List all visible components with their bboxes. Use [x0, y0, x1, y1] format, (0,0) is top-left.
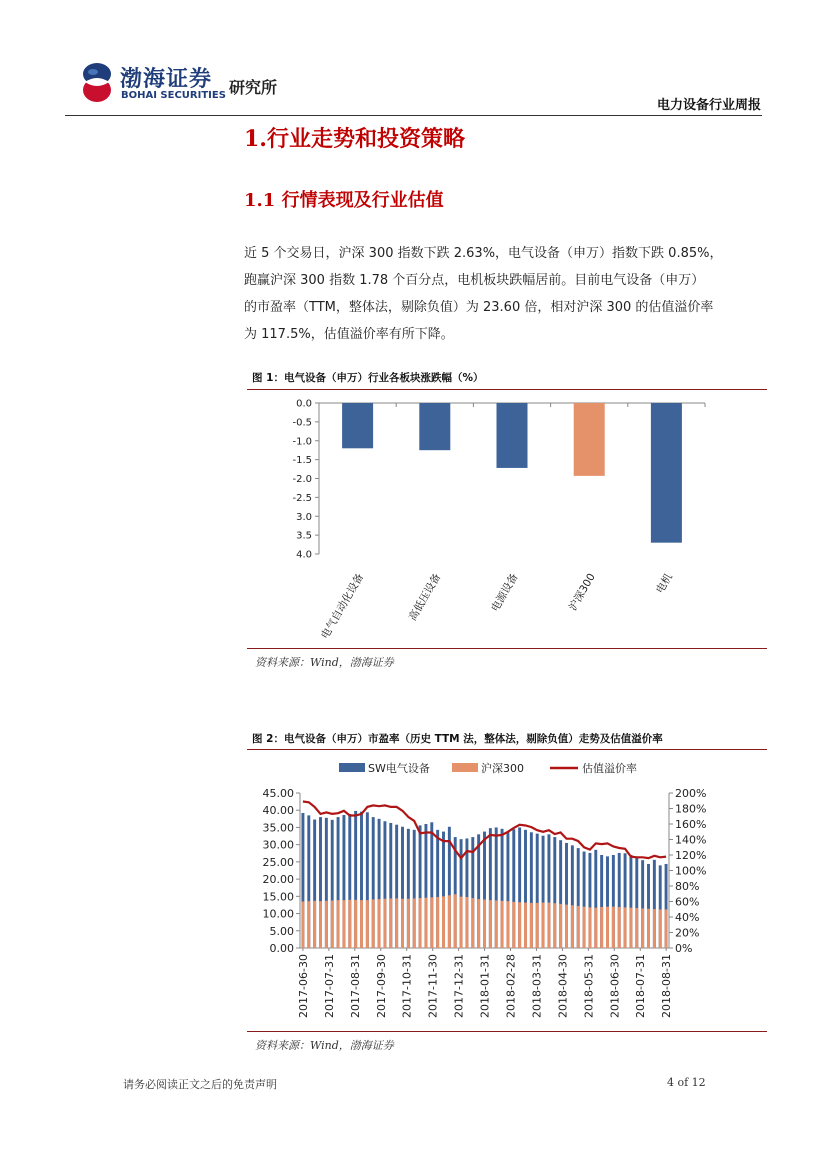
bar-hs300 [594, 908, 597, 948]
bar-hs300 [635, 908, 638, 948]
bar-hs300 [495, 900, 498, 948]
figure1-title: 图 1：电气设备（申万）行业各板块涨跌幅（%） [252, 372, 484, 384]
bar-hs300 [506, 901, 509, 948]
bar-hs300 [325, 901, 328, 948]
bar-hs300 [337, 900, 340, 948]
x-tick-label: 2018-06-30 [608, 954, 622, 1018]
bar-hs300 [477, 899, 480, 948]
bar-hs300 [530, 903, 533, 948]
paragraph-line: 的市盈率（TTM，整体法，剔除负值）为 23.60 倍，相对沪深 300 的估值溢价率 [244, 300, 714, 315]
bar-hs300 [501, 901, 504, 948]
bar-hs300 [313, 901, 316, 948]
figure2-source: 资料来源：Wind，渤海证券 [255, 1039, 394, 1052]
bar-hs300 [348, 900, 351, 948]
bar-hs300 [577, 906, 580, 948]
bar-hs300 [536, 903, 539, 948]
figure2-chart [247, 752, 767, 1030]
bar-hs300 [395, 898, 398, 948]
bar-hs300 [407, 899, 410, 948]
y-tick-label: -0.5 [292, 417, 312, 429]
legend-label: SW电气设备 [368, 762, 430, 775]
y-left-tick-label: 15.00 [262, 890, 294, 904]
x-tick-label: 2017-10-31 [400, 954, 414, 1018]
x-tick-label: 2018-05-31 [582, 954, 596, 1018]
figure1-top-rule [247, 389, 767, 390]
y-tick-label: 3.5 [296, 530, 312, 542]
y-tick-label: 3.0 [296, 511, 312, 523]
y-left-tick-label: 45.00 [262, 787, 294, 800]
x-tick-label: 沪深300 [566, 571, 598, 614]
bar-hs300 [401, 899, 404, 948]
bar-hs300 [647, 909, 650, 948]
y-right-tick-label: 140% [675, 833, 707, 847]
legend-swatch [452, 763, 478, 772]
bar-hs300 [547, 903, 550, 948]
x-tick-label: 电机 [654, 571, 675, 596]
bar-hs300 [471, 898, 474, 948]
bar-hs300 [489, 900, 492, 948]
y-left-tick-label: 25.00 [262, 855, 294, 869]
bar-hs300 [641, 908, 644, 948]
y-right-tick-label: 180% [675, 802, 707, 816]
bar-hs300 [383, 899, 386, 948]
bar-hs300 [483, 899, 486, 948]
figure2-bottom-rule [247, 1031, 767, 1032]
x-tick-label: 2017-12-31 [452, 954, 466, 1018]
bar-hs300 [419, 898, 422, 948]
y-right-tick-label: 80% [675, 880, 700, 893]
logo-en: BOHAI SECURITIES [121, 90, 226, 101]
bar-hs300 [442, 896, 445, 948]
bar-hs300 [454, 894, 457, 948]
bar-hs300 [378, 899, 381, 948]
x-tick-label: 2018-02-28 [504, 954, 518, 1018]
paragraph-line: 为 117.5%，估值溢价率有所下降。 [244, 327, 454, 342]
bar-hs300 [448, 895, 451, 948]
x-tick-label: 2018-04-30 [556, 954, 570, 1018]
y-left-tick-label: 10.00 [262, 907, 294, 921]
y-left-tick-label: 35.00 [262, 821, 294, 835]
bar-hs300 [430, 897, 433, 948]
x-tick-label: 2017-09-30 [374, 954, 388, 1018]
figure1-bottom-rule [247, 648, 767, 649]
y-right-tick-label: 200% [675, 787, 707, 800]
legend-swatch [339, 763, 365, 772]
bar-hs300 [331, 900, 334, 948]
footer-page-number: 4 of 12 [667, 1076, 706, 1089]
legend-label: 估值溢价率 [582, 762, 637, 775]
paragraph-line: 近 5 个交易日，沪深 300 指数下跌 2.63%，电气设备（申万）指数下跌 0.85%， [244, 246, 723, 261]
bar-hs300 [600, 907, 603, 948]
header-rule [65, 115, 762, 116]
bar-hs300 [612, 907, 615, 948]
y-left-tick-label: 40.00 [262, 804, 294, 818]
bar-hs300 [360, 900, 363, 948]
y-left-tick-label: 5.00 [269, 924, 294, 938]
bar [497, 403, 528, 468]
y-tick-label: 0.0 [296, 398, 312, 410]
bar-hs300 [512, 902, 515, 948]
section-title: 1.行业走势和投资策略 [244, 126, 465, 152]
bar-hs300 [571, 905, 574, 948]
x-tick-label: 2018-01-31 [478, 954, 492, 1018]
x-tick-label: 高低压设备 [406, 571, 444, 623]
bar-hs300 [301, 902, 304, 949]
bar-hs300 [542, 903, 545, 948]
y-right-tick-label: 0% [675, 942, 693, 955]
bar-hs300 [565, 905, 568, 948]
bar-hs300 [559, 904, 562, 948]
bar-hs300 [624, 907, 627, 948]
x-tick-label: 2017-08-31 [348, 954, 362, 1018]
bar-hs300 [653, 909, 656, 948]
y-right-tick-label: 160% [675, 818, 707, 831]
paragraph-line: 跑赢沪深 300 指数 1.78 个百分点，电机板块跌幅居前。目前电气设备（申万） [244, 273, 705, 288]
section-subtitle: 1.1 行情表现及行业估值 [244, 190, 444, 211]
y-left-tick-label: 20.00 [262, 873, 294, 887]
x-tick-label: 2017-06-30 [296, 954, 310, 1018]
bar [419, 403, 450, 450]
figure2-title: 图 2：电气设备（申万）市盈率（历史 TTM 法，整体法，剔除负值）走势及估值溢价率 [252, 733, 663, 745]
bar-hs300 [460, 897, 463, 948]
footer-disclaimer: 请务必阅读正文之后的免责声明 [123, 1078, 277, 1091]
header [0, 0, 827, 118]
bar-hs300 [618, 907, 621, 948]
bar-hs300 [606, 907, 609, 948]
y-left-tick-label: 0.00 [269, 942, 294, 955]
bar-hs300 [436, 897, 439, 948]
figure1-source: 资料来源：Wind，渤海证券 [255, 656, 394, 669]
bohai-logo-icon [77, 60, 117, 106]
body-paragraph [244, 240, 764, 348]
bar-hs300 [665, 909, 668, 948]
y-right-tick-label: 100% [675, 864, 707, 878]
bar [574, 403, 605, 476]
bar-hs300 [366, 900, 369, 948]
bar-hs300 [524, 903, 527, 948]
institute-label: 研究所 [229, 78, 278, 97]
y-right-tick-label: 120% [675, 849, 707, 862]
y-tick-label: -1.5 [292, 455, 312, 467]
y-right-tick-label: 40% [675, 911, 700, 924]
bar-hs300 [629, 908, 632, 948]
bar-hs300 [659, 909, 662, 948]
bar-hs300 [372, 899, 375, 948]
y-right-tick-label: 60% [675, 895, 700, 909]
bar [651, 403, 682, 543]
bar-hs300 [518, 902, 521, 948]
bar-hs300 [413, 898, 416, 948]
x-tick-label: 电源设备 [489, 571, 521, 614]
bar-hs300 [319, 901, 322, 948]
x-tick-label: 2018-03-31 [530, 954, 544, 1018]
y-tick-label: -1.0 [292, 436, 312, 448]
x-tick-label: 2018-07-31 [634, 954, 648, 1018]
y-tick-label: -2.5 [292, 492, 312, 504]
bar-hs300 [583, 907, 586, 948]
y-left-tick-label: 30.00 [262, 838, 294, 852]
y-tick-label: -2.0 [292, 474, 312, 485]
figure2-top-rule [247, 749, 767, 750]
x-tick-label: 2017-11-30 [426, 954, 440, 1018]
bar-hs300 [553, 903, 556, 948]
legend-label: 沪深300 [481, 762, 524, 775]
figure1-chart [247, 392, 767, 647]
bar-hs300 [342, 900, 345, 948]
logo-cn: 渤海证券 [120, 67, 213, 92]
bar-hs300 [465, 897, 468, 948]
y-tick-label: 4.0 [296, 549, 312, 561]
x-tick-label: 2017-07-31 [322, 954, 336, 1018]
x-tick-label: 电气自动化设备 [319, 571, 367, 642]
bar-hs300 [424, 898, 427, 948]
bar-hs300 [588, 907, 591, 948]
bar [342, 403, 373, 448]
report-type: 电力设备行业周报 [656, 98, 761, 113]
x-tick-label: 2018-08-31 [660, 954, 674, 1018]
y-right-tick-label: 20% [675, 926, 700, 940]
bar-hs300 [307, 901, 310, 948]
bar-hs300 [389, 898, 392, 948]
bar-hs300 [354, 900, 357, 948]
